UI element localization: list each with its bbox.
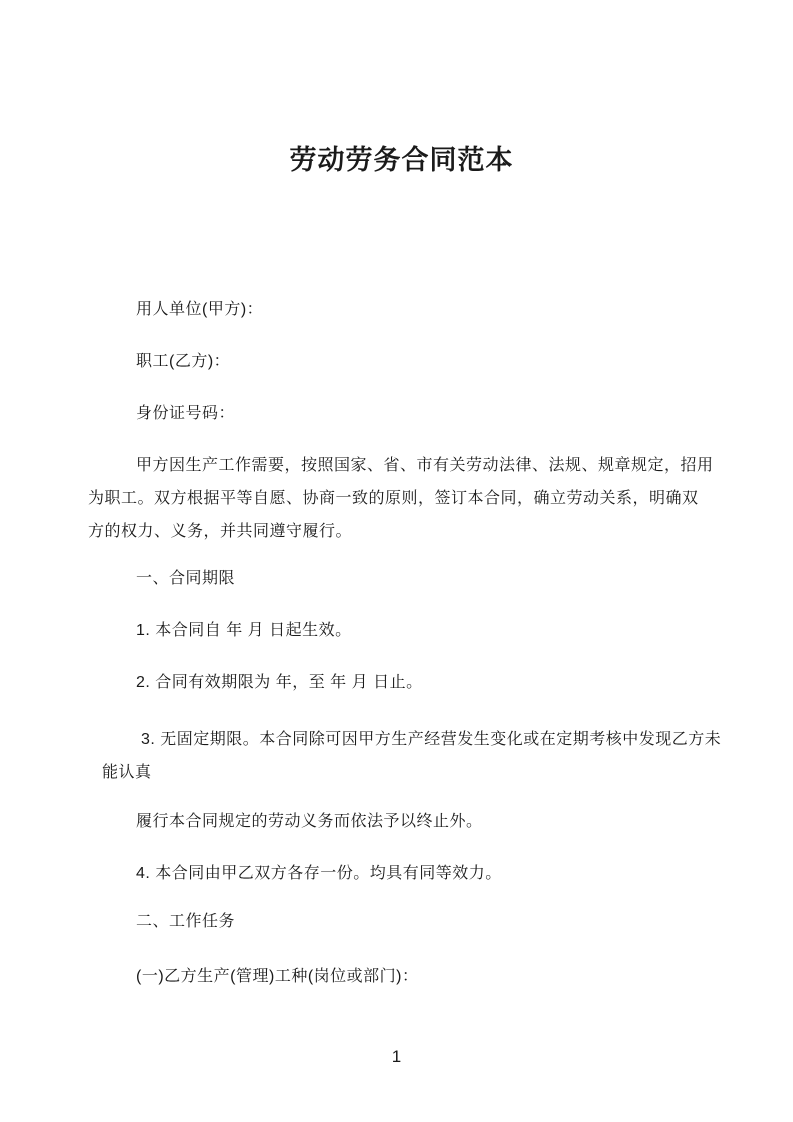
intro-line-1: 甲方因生产工作需要，按照国家、省、市有关劳动法律、法规、规章规定，招用 <box>136 457 714 474</box>
intro-line-2: 为职工。双方根据平等自愿、协商一致的原则，签订本合同，确立劳动关系，明确双 <box>88 490 699 507</box>
field-employee: 职工(乙方)： <box>136 353 231 370</box>
section-2-item-1: (一)乙方生产(管理)工种(岗位或部门)： <box>136 968 419 985</box>
clause-3-line-2: 能认真 <box>102 764 152 781</box>
clause-3-line-1: 3. 无固定期限。本合同除可因甲方生产经营发生变化或在定期考核中发现乙方未 <box>141 731 722 748</box>
document-title: 劳动劳务合同范本 <box>289 145 514 175</box>
clause-1: 1. 本合同自 年 月 日起生效。 <box>136 622 352 639</box>
clause-4: 4. 本合同由甲乙双方各存一份。均具有同等效力。 <box>136 865 502 882</box>
field-id-number: 身份证号码： <box>136 405 236 422</box>
clause-2: 2. 合同有效期限为 年，至 年 月 日止。 <box>136 674 423 691</box>
section-1-heading: 一、合同期限 <box>136 570 236 587</box>
clause-3-continuation: 履行本合同规定的劳动义务而依法予以终止外。 <box>136 813 483 830</box>
section-2-heading: 二、工作任务 <box>136 913 236 930</box>
page-number: 1 <box>391 1047 402 1066</box>
intro-line-3: 方的权力、义务，并共同遵守履行。 <box>88 523 353 540</box>
field-employer: 用人单位(甲方)： <box>136 301 264 318</box>
